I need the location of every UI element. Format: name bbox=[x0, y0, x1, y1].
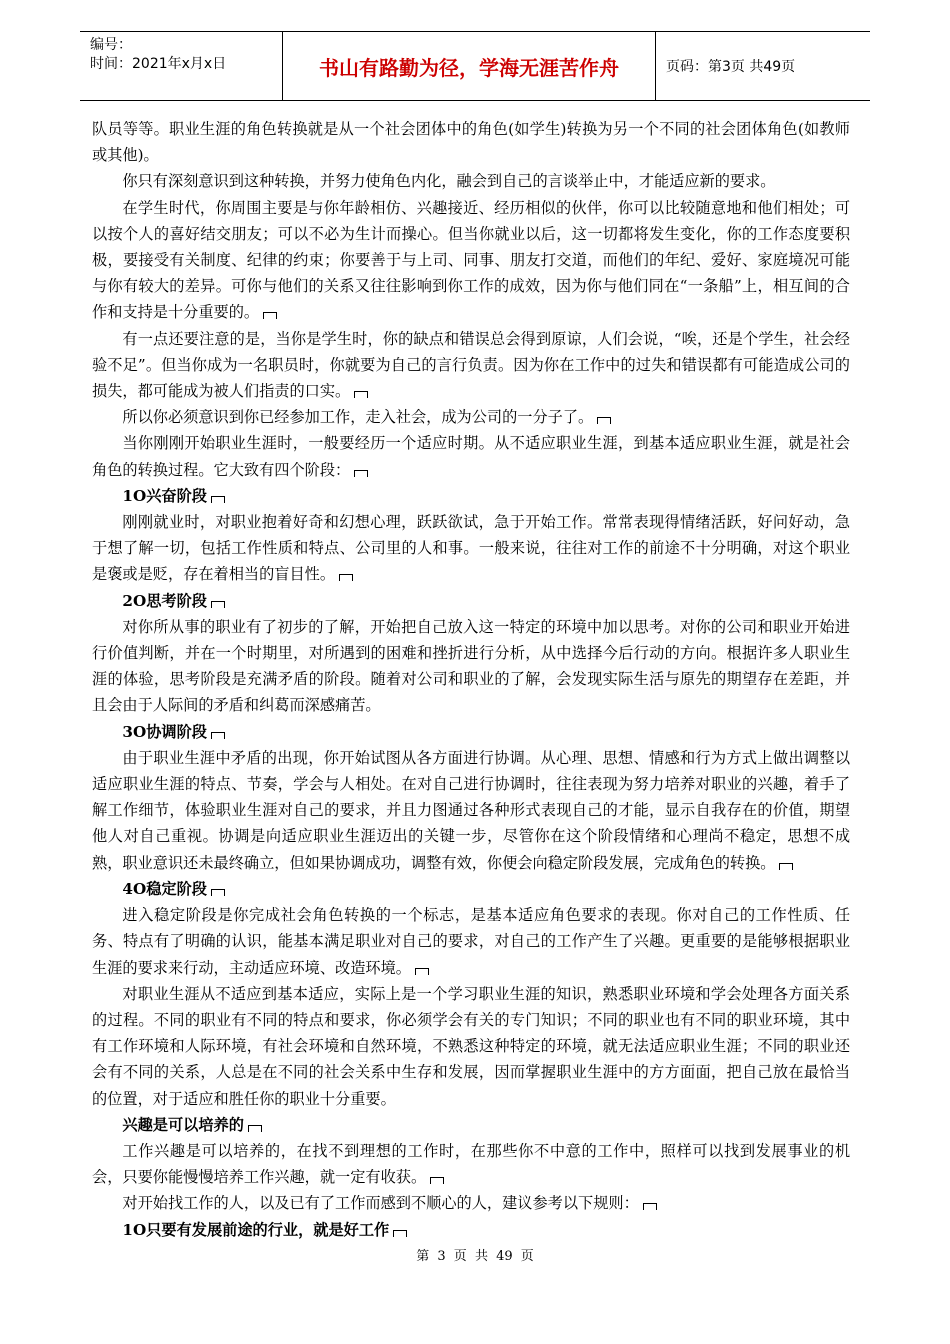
paragraph: 在学生时代，你周围主要是与你年龄相仿、兴趣接近、经历相似的伙伴，你可以比较随意地和他们相处；可以按个人的喜好结交朋友；可以不必为生计而操心。但当你就业以后，这一切都将发生变化，你的工作态度要积极，要接受有关制度、纪律的约束；你要善于与上司、同事、朋友打交道，而他们的年纪、爱好、家庭境况可能与你有较大的差异。可你与他们的关系又往往影响到你工作的成效，因为你与他们同在“一条船”上，相互间的合作和支持是十分重要的。 bbox=[92, 198, 850, 322]
paragraph-mark-icon bbox=[643, 1203, 657, 1210]
page-header bbox=[80, 31, 870, 101]
paragraph-mark-icon bbox=[211, 889, 225, 896]
paragraph: 对你所从事的职业有了初步的了解，开始把自己放入这一特定的环境中加以思考。对你的公司和职业开始进行价值判断，并在一个时期里，对所遇到的困难和挫折进行分析，从中选择今后行动的方向。根据许多人职业生涯的体验，思考阶段是充满矛盾的阶段。随着对公司和职业的了解，会发现实际生活与原先的期望存在差距，并且会由于人际间的矛盾和纠葛而深感痛苦。 bbox=[92, 617, 850, 715]
paragraph-mark-icon bbox=[393, 1230, 407, 1237]
section-heading: 兴趣是可以培养的 bbox=[92, 1112, 850, 1138]
paragraph-mark-icon bbox=[211, 496, 225, 503]
paragraph-mark-icon bbox=[339, 574, 353, 581]
header-motto: 书山有路勤为径，学海无涯苦作舟 bbox=[282, 32, 656, 100]
paragraph: 有一点还要注意的是，当你是学生时，你的缺点和错误总会得到原谅，人们会说，“唉，还是个学生，社会经验不足”。但当你成为一名职员时，你就要为自己的言行负责。因为你在工作中的过失和错误都有可能造成公司的损失，都可能成为被人们指责的口实。 bbox=[92, 329, 850, 401]
footer-total-word: 共 bbox=[474, 1249, 488, 1264]
paragraph-mark-icon bbox=[354, 391, 368, 398]
paragraph: 进入稳定阶段是你完成社会角色转换的一个标志，是基本适应角色要求的表现。你对自己的工作性质、任务、特点有了明确的认识，能基本满足职业对自己的要求，对自己的工作产生了兴趣。更重要的是能够根据职业生涯的要求来行动，主动适应环境、改造环境。 bbox=[92, 906, 850, 977]
paragraph: 对职业生涯从不适应到基本适应，实际上是一个学习职业生涯的知识，熟悉职业环境和学会处理各方面关系的过程。不同的职业有不同的特点和要求，你必须学会有关的专门知识；不同的职业也有不同的职业环境，其中有工作环境和人际环境，有社会环境和自然环境，不熟悉这种特定的环境，就无法适应职业生涯；不同的职业还会有不同的关系，人总是在不同的社会关系中生存和发展，因而掌握职业生涯中的方方面面，把自己放在最恰当的位置，对于适应和胜任你的职业十分重要。 bbox=[92, 984, 850, 1108]
paragraph-mark-icon bbox=[430, 1177, 444, 1184]
footer-page-word: 第 bbox=[416, 1249, 430, 1264]
footer-total-number: 49 bbox=[496, 1249, 513, 1264]
time-label: 时间：2021年x月x日 bbox=[90, 56, 227, 72]
paragraph-mark-icon bbox=[211, 732, 225, 739]
paragraph: 由于职业生涯中矛盾的出现，你开始试图从各方面进行协调。从心理、思想、情感和行为方式上做出调整以适应职业生涯的特点、节奏，学会与人相处。在对自己进行协调时，往往表现为努力培养对职业的兴趣，着手了解工作细节，体验职业生涯对自己的要求，并且力图通过各种形式表现自己的才能，显示自我存在的价值，期望他人对自己重视。协调是向适应职业生涯迈出的关键一步，尽管你在这个阶段情绪和心理尚不稳定，思想不成熟，职业意识还未最终确立，但如果协调成功，调整有效，你便会向稳定阶段发展，完成角色的转换。 bbox=[92, 748, 850, 872]
document-body bbox=[92, 116, 850, 1243]
section-heading: 1O兴奋阶段 bbox=[92, 483, 850, 509]
paragraph-mark-icon bbox=[248, 1125, 262, 1132]
footer-page-unit: 页 bbox=[453, 1249, 467, 1264]
page-footer bbox=[0, 1245, 950, 1264]
paragraph: 当你刚刚开始职业生涯时，一般要经历一个适应时期。从不适应职业生涯，到基本适应职业生涯，就是社会角色的转换过程。它大致有四个阶段： bbox=[92, 434, 850, 479]
section-heading: 1O只要有发展前途的行业，就是好工作 bbox=[92, 1217, 850, 1243]
section-heading: 3O协调阶段 bbox=[92, 719, 850, 745]
paragraph-mark-icon bbox=[211, 601, 225, 608]
paragraph: 队员等等。职业生涯的角色转换就是从一个社会团体中的角色(如学生)转换为另一个不同的社会团体角色(如教师或其他)。 bbox=[92, 120, 850, 165]
paragraph: 工作兴趣是可以培养的，在找不到理想的工作时，在那些你不中意的工作中，照样可以找到发展事业的机会，只要你能慢慢培养工作兴趣，就一定有收获。 bbox=[92, 1141, 850, 1187]
paragraph-mark-icon bbox=[354, 470, 368, 477]
paragraph-mark-icon bbox=[415, 968, 429, 975]
section-heading: 2O思考阶段 bbox=[92, 588, 850, 614]
footer-total-unit: 页 bbox=[520, 1249, 534, 1264]
paragraph: 刚刚就业时，对职业抱着好奇和幻想心理，跃跃欲试，急于开始工作。常常表现得情绪活跃，好问好动，急于想了解一切，包括工作性质和特点、公司里的人和事。一般来说，往往对工作的前途不十分明确，对这个职业是褒或是贬，存在着相当的盲目性。 bbox=[92, 513, 850, 584]
paragraph: 所以你必须意识到你已经参加工作，走入社会，成为公司的一分子了。 bbox=[92, 404, 850, 430]
paragraph-mark-icon bbox=[597, 417, 611, 424]
paragraph-mark-icon bbox=[263, 312, 277, 319]
paragraph: 你只有深刻意识到这种转换，并努力使角色内化，融会到自己的言谈举止中，才能适应新的要求。 bbox=[122, 172, 776, 191]
paragraph: 对开始找工作的人，以及已有了工作而感到不顺心的人，建议参考以下规则： bbox=[92, 1190, 850, 1216]
section-heading: 4O稳定阶段 bbox=[92, 876, 850, 902]
serial-label: 编号： bbox=[90, 37, 132, 53]
header-page-label: 页码：第3页 共49页 bbox=[666, 59, 796, 75]
footer-page-number: 3 bbox=[437, 1249, 446, 1264]
paragraph-mark-icon bbox=[779, 863, 793, 870]
header-meta bbox=[80, 32, 282, 100]
